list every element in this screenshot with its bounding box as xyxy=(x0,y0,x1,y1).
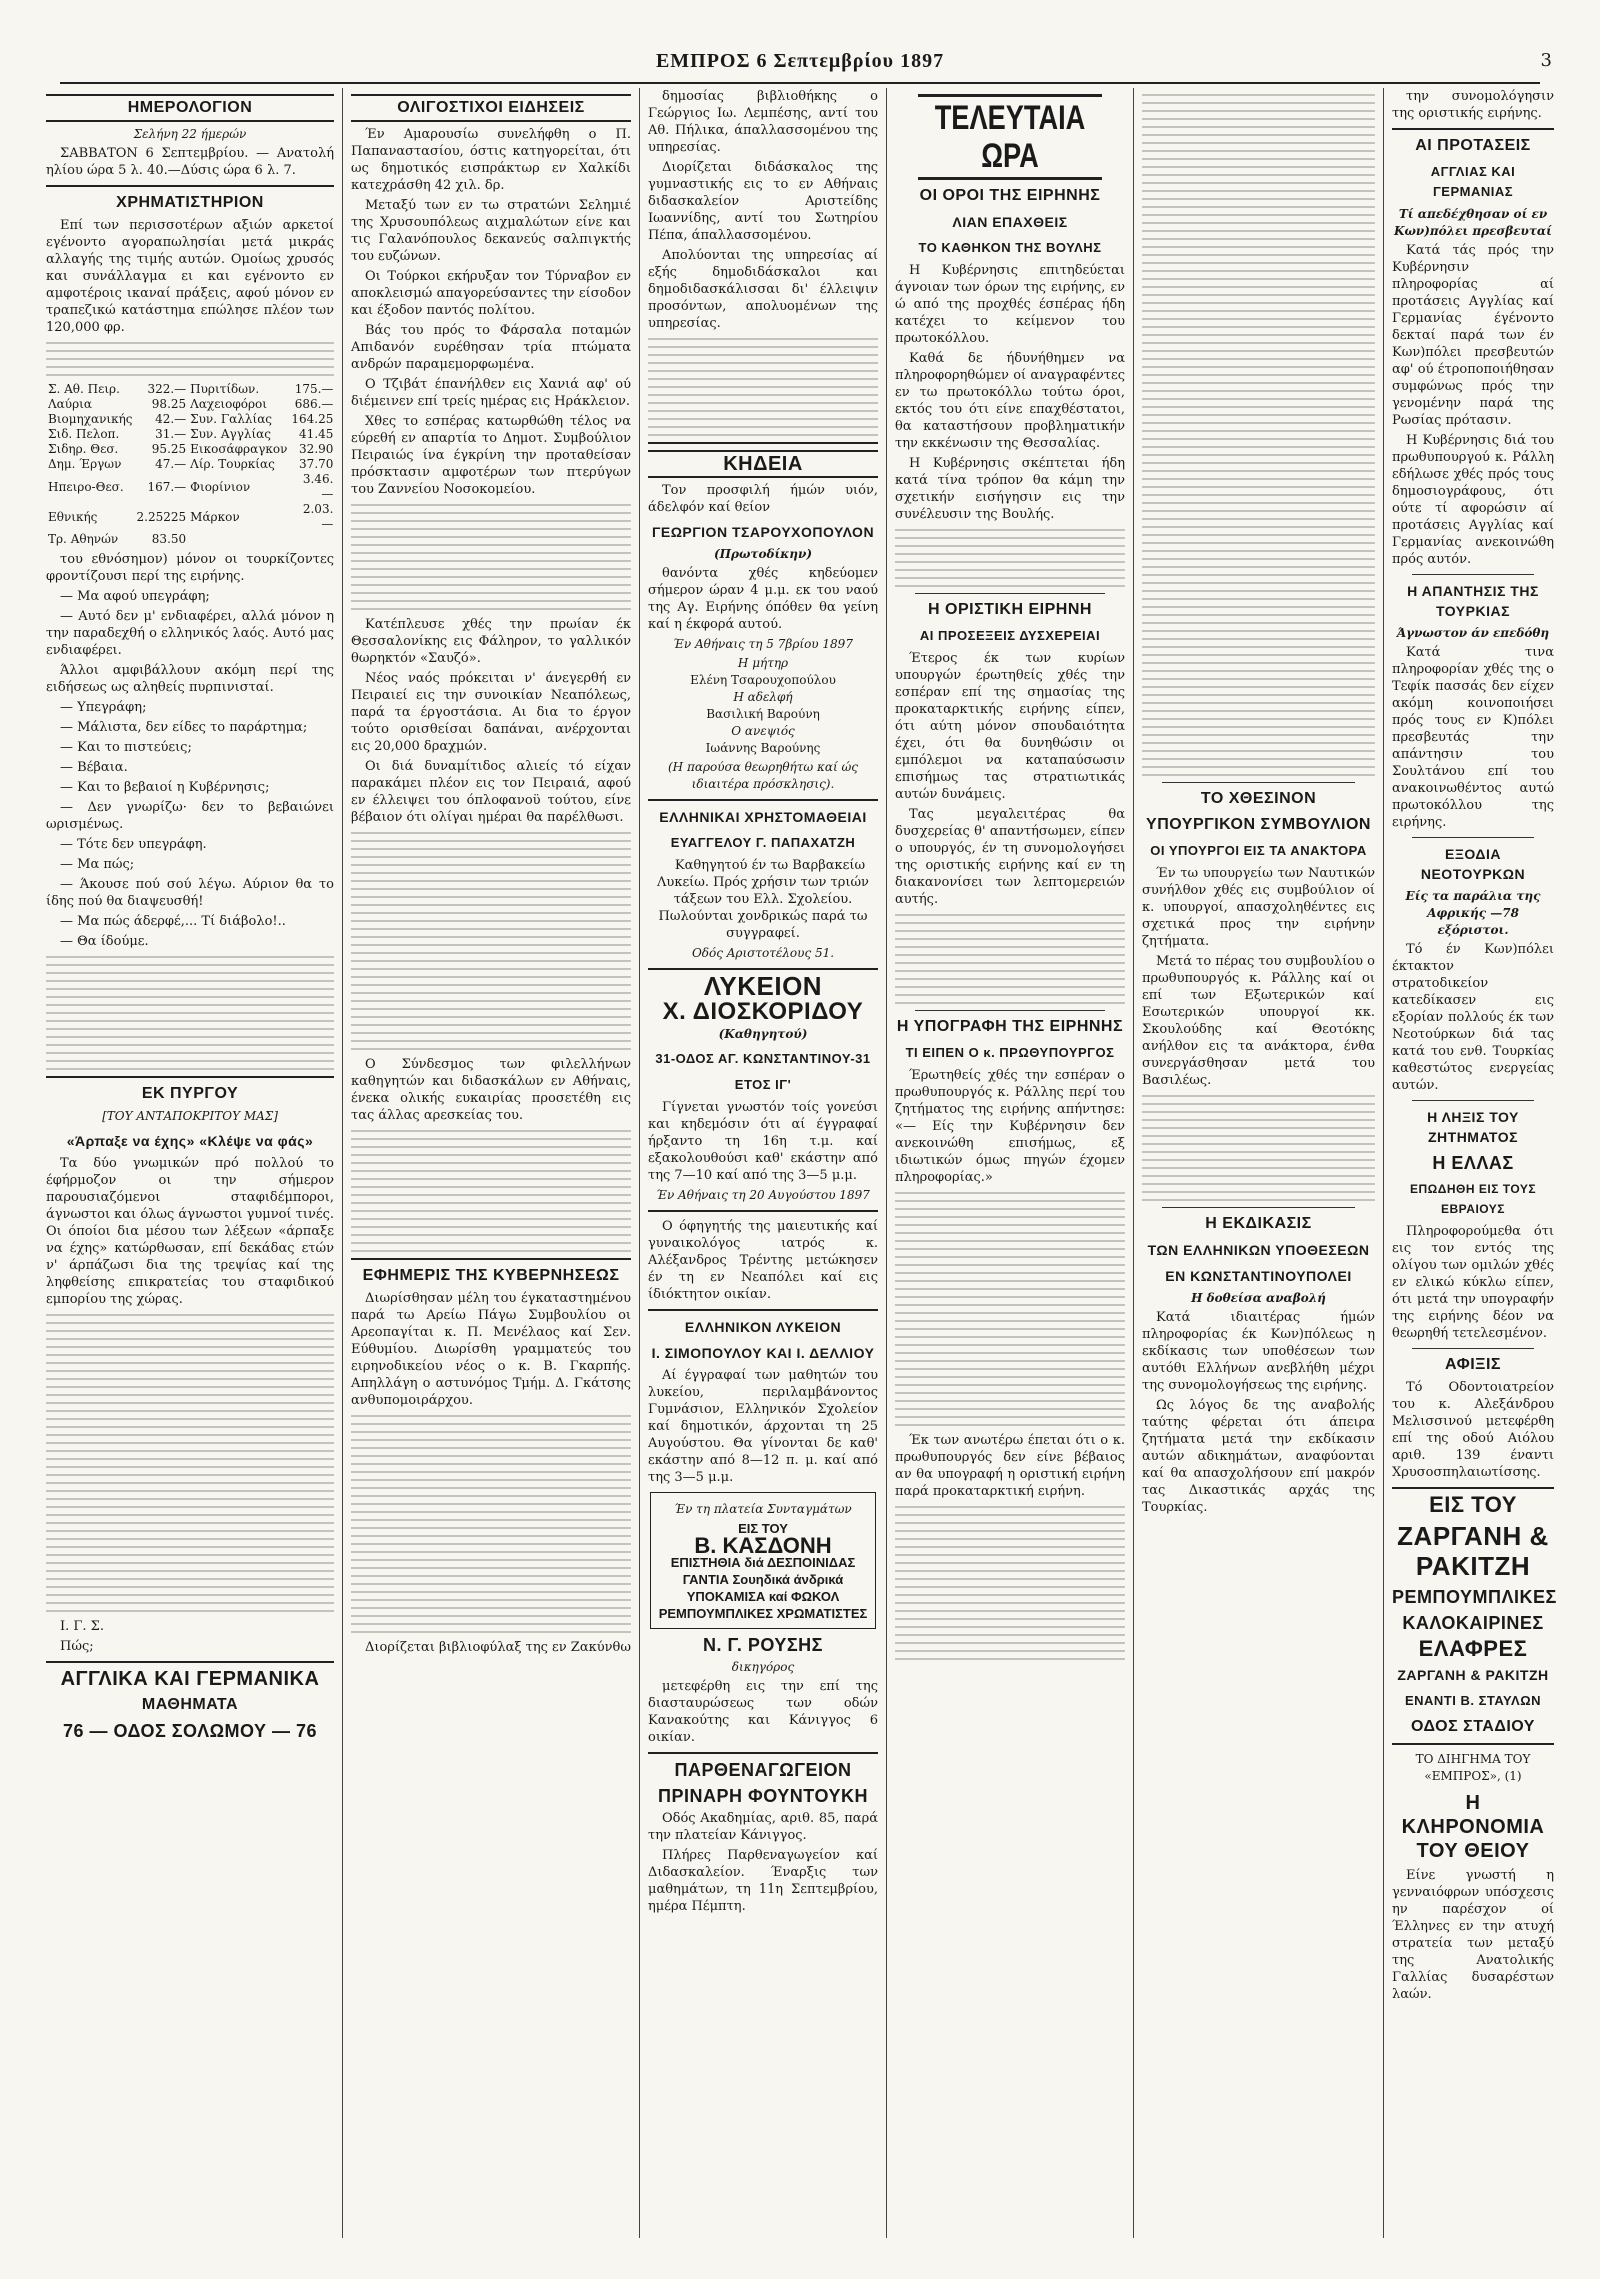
rousis-ad-sub: δικηγόρος xyxy=(731,1660,795,1674)
peace-terms-sub: ΤΟ ΚΑΘΗΚΟΝ ΤΗΣ ΒΟΥΛΗΣ xyxy=(918,240,1102,255)
hat-ad-line: ΚΑΛΟΚΑΙΡΙΝΕΣ xyxy=(1402,1613,1544,1633)
definitive-peace-heading: Η ΟΡΙΣΤΙΚΗ ΕΙΡΗΝΗ xyxy=(928,601,1092,618)
news-item: Κατέπλευσε χθές την πρωίαν έκ Θεσσαλονίκης εις Φάληρον, το γαλλικόν θωρηκτόν «Σαυζό». xyxy=(351,617,631,666)
definitive-peace-text: Έτερος έκ των κυρίων υπουργών έρωτηθείς χθές την εσπέραν επί της σημασίας της προκαταρκτικής ειρήνης είπεν, ότι αύτη μόνον σπουδαιότητα έχει, ότι θα δυνηθώσιν οι εμπόλεμοι να καταπαύσωσιν επισήμως τας στρατιωτικάς αυτών δυνάμεις. xyxy=(895,651,1125,802)
trial-heading: Η ΕΚΔΙΚΑΣΙΣ xyxy=(1205,1215,1312,1232)
cabinet-sub: ΟΙ ΥΠΟΥΡΓΟΙ ΕΙΣ ΤΑ ΑΝΑΚΤΟΡΑ xyxy=(1150,843,1367,858)
gazette-end: Διορίζεται βιβλιοφύλαξ της εν Ζακύνθω xyxy=(365,1640,631,1655)
turkey-answer-heading: Η ΑΠΑΝΤΗΣΙΣ ΤΗΣ ΤΟΥΡΚΙΑΣ xyxy=(1407,583,1539,619)
quote-row xyxy=(46,427,335,442)
dialog-line: — Θα ίδούμε. xyxy=(60,934,149,949)
trial-text: Ως λόγος δε της αναβολής ταύτης φέρεται ότι άπειρα ζητήματα μετά την εκδίκασιν αυτών αδικημάτων, αναφύονται καί θα απασχολήσουν επί μακρόν τας Δικαστικάς αρχάς της Τουρκίας. xyxy=(1142,1398,1375,1515)
news-item: Μεταξύ των εν τω στρατώνι Σελημιέ της Χρυσουπόλεως αιχμαλώτων είνε και τις Γαλανόπουλος δεκανεύς σαλπιγκτής του ευζώνων. xyxy=(351,198,631,264)
quote-value: 175.— xyxy=(294,382,334,396)
quote-row xyxy=(46,502,335,532)
column-divider xyxy=(1383,88,1384,2238)
divider xyxy=(915,593,1105,594)
quote-row xyxy=(46,442,335,457)
dialog-line: — Μάλιστα, δεν είδες το παράρτημα; xyxy=(60,720,308,735)
quote-name: Μάρκον xyxy=(190,509,240,524)
calendar-heading: ΗΜΕΡΟΛΟΓΙΟΝ xyxy=(46,94,334,122)
proposals-text: Κατά τάς πρός την Κυβέρνησιν πληροφορίας αί προτάσεις Αγγλίας καί Γερμανίας έγένοντο δεκταί παρά των έν Κων)πόλει πρεσβευτών αφ' ού έτροποποιήθησαν συμφώνως πρός την γενομένην παρά της Ρωσίας πρότασιν. xyxy=(1392,243,1554,428)
turkey-answer-sub: Άγνωστον άν επεδόθη xyxy=(1396,626,1550,640)
dialog-line: — Μα πώς; xyxy=(60,857,135,872)
col3-text: δημοσίας βιβλιοθήκης ο Γεώργιος Ιω. Λεμπέσης, αντί του Αθ. Πήλικα, άπαλλασσομένου της υπηρεσίας. xyxy=(648,89,878,155)
news-item: Οι διά δυναμίτιδος αλιείς τό είχαν παρακάμει πλέον εις τον Πειραιά, αφού εν έλλειψει του όπλοφανοϋ τούτου, είνε βέβαιον ότι ολίγαι ημέραι θα παρέλθωσι. xyxy=(351,759,631,825)
serial-title: Η ΚΛΗΡΟΝΟΜΙΑ ΤΟΥ ΘΕΙΟΥ xyxy=(1401,1792,1545,1862)
quote-value: 95.25 xyxy=(151,442,187,456)
chrestomathy-ad-address: Οδός Αριστοτέλους 51. xyxy=(691,946,835,960)
kasdonis-ad-line: ΓΑΝΤΙΑ Σουηδικά άνδρικά xyxy=(682,1572,844,1587)
peace-signing-sub: ΤΙ ΕΙΠΕΝ Ο κ. ΠΡΩΘΥΠΟΥΡΓΟΣ xyxy=(905,1045,1115,1060)
notice-heading: ΑΦΙΞΙΣ xyxy=(1444,1356,1502,1373)
brief-news-heading: ΟΛΙΓΟΣΤΙΧΟΙ ΕΙΔΗΣΕΙΣ xyxy=(351,94,631,122)
quote-name: Εικοσάφραγκον xyxy=(190,442,288,456)
quote-name: Συν. Γαλλίας xyxy=(190,412,273,426)
issue-end-text: Πληροφορούμεθα ότι εις τον εντός της ολίγου των ομιλών χθές εν ελικώ κύκλω είπεν, ότι μετά την υπογραφήν της ειρήνης δέον να θεωρηθή τετελεσμένον. xyxy=(1392,1224,1554,1341)
news-item: Ο Τζιβάτ έπανήλθεν εις Χανιά αφ' ού διέμεινεν επί τρείς ημέρας εις Ηράκλειον. xyxy=(351,377,631,409)
exile-sub: Είς τα παράλια της Αφρικής —78 εξόριστοι. xyxy=(1405,889,1541,937)
text-lines xyxy=(351,504,631,610)
text-lines xyxy=(895,529,1125,587)
quote-value: 3.46.— xyxy=(302,472,334,501)
hat-ad-line: ΕΝΑΝΤΙ Β. ΣΤΑΥΛΩΝ xyxy=(1404,1693,1542,1708)
peace-terms-sub: ΛΙΑΝ ΕΠΑΧΘΕΙΣ xyxy=(952,214,1068,230)
serial-label: ΤΟ ΔΙΗΓΗΜΑ ΤΟΥ «ΕΜΠΡΟΣ», (1) xyxy=(1415,1752,1531,1783)
trial-text: Κατά ιδιαιτέρας ήμών πληροφορίας έκ Κων)πόλεως η εκδίκασις των υποθέσεων των αυτόθι Ελλήνων ανεβλήθη μέχρι της συνομολογήσεως της ειρήνης. xyxy=(1142,1310,1375,1393)
column-divider xyxy=(1133,88,1134,2238)
issue-end-heading: Η ΛΗΞΙΣ ΤΟΥ ΖΗΤΗΜΑΤΟΣ xyxy=(1427,1109,1519,1145)
quote-value: 164.25 xyxy=(291,412,334,426)
proposals-sub: Τί απεδέχθησαν οί εν Κων)πόλει πρεσβευταί xyxy=(1394,207,1552,238)
funeral-text: θανόντα χθές κηδεύομεν σήμερον ώραν 4 μ.μ. εκ του ναού της Αγ. Ειρήνης όπόθεν θα γείνη καί η έκφορά αυτού. xyxy=(648,566,878,632)
family-member: Βασιλική Βαρούνη xyxy=(706,707,820,721)
stock-exchange-text: Επί των περισσοτέρων αξιών αρκετοί εγένοντο αγοραπωλησίαι μετά μικράς αλλαγής της τιμής αυτών. Ομοίως χρυσός και συνάλλαγμα ει και εγένοντο εν αμφοτέροις ικαναί πράξεις, αφού μόνον εν τραπεζικώ κατάστημα επώλησε πλέον των 120,000 φρ. xyxy=(46,218,334,335)
stock-exchange-heading: ΧΡΗΜΑΤΙΣΤΗΡΙΟΝ xyxy=(116,194,264,211)
proposals-heading-2: ΑΓΓΛΙΑΣ ΚΑΙ ΓΕΡΜΑΝΙΑΣ xyxy=(1430,164,1516,199)
dialog-line: — Και το πιστεύεις; xyxy=(60,740,192,755)
dialog-line: — Μα αφού υπεγράφη; xyxy=(60,589,210,604)
quote-name: Λαχειοφόροι xyxy=(190,397,267,411)
page-number: 3 xyxy=(1540,50,1552,71)
quote-name: Σ. Αθ. Πειρ. xyxy=(48,382,120,396)
calendar-moon: Σελήνη 22 ήμερών xyxy=(133,127,247,141)
news-item: Βάς του πρός το Φάρσαλα ποταμών Απιδανόν ευρέθησαν τρία πτώματα ανδρών παραμεμορφωμένα. xyxy=(351,323,631,372)
column-1 xyxy=(40,88,340,2238)
tower-heading: ΕΚ ΠΥΡΓΟΥ xyxy=(141,1085,239,1102)
column-2 xyxy=(345,88,637,2238)
lessons-ad-subtitle: ΜΑΘΗΜΑΤΑ xyxy=(141,1696,239,1713)
quote-name: Λίρ. Τουρκίας xyxy=(190,457,275,471)
divider xyxy=(351,1258,631,1260)
quote-name: Πυριτίδων. xyxy=(190,382,260,396)
stock-quotes-table xyxy=(46,382,335,547)
column-3 xyxy=(642,88,884,2238)
notice-text: Τό Οδοντοιατρείον του κ. Αλεξάνδρου Μελισσινού μετεφέρθη επί της οδού Αιόλου αριθ. 139 έναντι Χρυσοσπηλαιωτίσσης. xyxy=(1392,1380,1554,1480)
proposals-text: Η Κυβέρνησις διά του πρωθυπουργού κ. Ράλλη εδήλωσε χθές πρός τους δημοσιογράφους, ότι ούτε τί αφορώσιν αί προτάσεις Αγγλίας καί Γερμανίας ανεκοινώθη πρός αυτόν. xyxy=(1392,433,1554,567)
text-lines xyxy=(46,956,334,1070)
peace-signing-text: Έκ των ανωτέρω έπεται ότι ο κ. πρωθυπουργός δεν είνε βέβαιος αν θα υπογραφή η οριστική ειρήνη παρά προκαταρκτική ειρήνη. xyxy=(895,1433,1125,1499)
quote-value: 47.— xyxy=(155,457,187,471)
hat-ad-line: ΟΔΟΣ ΣΤΑΔΙΟΥ xyxy=(1411,1718,1535,1735)
masthead-rule xyxy=(60,82,1540,84)
quote-name: Εθνικής xyxy=(48,509,98,524)
cabinet-text: Μετά το πέρας του συμβουλίου ο πρωθυπουργός κ. Ράλλης καί οι επί των Εξωτερικών καί Εσωτερικών υπουργοί κκ. Σκουλούδης καί Θεοτόκης ανήλθον εις τα ανάκτορα, ένθα συνεργάσθησαν μετά του Βασιλέως. xyxy=(1142,954,1375,1088)
proposals-heading: ΑΙ ΠΡΟΤΑΣΕΙΣ xyxy=(1415,137,1531,154)
lessons-ad-title: ΑΓΓΛΙΚΑ ΚΑΙ ΓΕΡΜΑΝΙΚΑ xyxy=(60,1668,320,1690)
calendar-date: ΣΑΒΒΑΤΟΝ 6 Σεπτεμβρίου. — Ανατολή ηλίου ώρα 5 λ. 40.—Δύσις ώρα 6 λ. 7. xyxy=(46,146,334,178)
dialog-line: — Υπεγράφη; xyxy=(60,700,147,715)
girls-school-text: Πλήρες Παρθεναγωγείον καί Διδασκαλείον. Έναρξις των μαθημάτων, τη 11η Σεπτεμβρίου, ημέρα Πέμπτη. xyxy=(648,1848,878,1914)
cabinet-heading: ΤΟ ΧΘΕΣΙΝΟΝ xyxy=(1200,790,1317,807)
peace-terms-heading: ΟΙ ΟΡΟΙ ΤΗΣ ΕΙΡΗΝΗΣ xyxy=(919,187,1101,204)
column-divider xyxy=(342,88,343,2238)
news-item: Χθες το εσπέρας κατωρθώθη τέλος να εύρεθή εν απαρτία το Δημοτ. Συμβούλιον Πειραιώς ίνα έγκρίνη την προταθείσαν πρόσκτασιν αμφοτέρων των πτερύγων του Ζαννείου Νοσοκομείου. xyxy=(351,414,631,497)
text-lines xyxy=(1142,1095,1375,1201)
divider xyxy=(915,1010,1105,1011)
chrestomathy-ad-title: ΕΛΛΗΝΙΚΑΙ ΧΡΗΣΤΟΜΑΘΕΙΑΙ xyxy=(659,809,867,825)
quote-value: 83.50 xyxy=(151,532,187,546)
funeral-heading: ΚΗΔΕΙΑ xyxy=(648,450,878,478)
quote-name: Δημ. Έργων xyxy=(48,457,122,471)
hat-ad-line: ΡΕΜΠΟΥΜΠΛΙΚΕΣ xyxy=(1392,1587,1557,1607)
quote-name: Συν. Αγγλίας xyxy=(190,427,272,441)
kasdonis-ad-pre: Έν τη πλατεία Συνταγμάτων xyxy=(674,1502,852,1516)
dialog-line: — Και το βεβαιοί η Κυβέρνησις; xyxy=(60,780,270,795)
lyceum-ad-title: ΛΥΚΕΙΟΝ xyxy=(703,971,823,1001)
family-member: Ιωάννης Βαρούνης xyxy=(705,741,821,755)
turkey-answer-text: Κατά τινα πληροφορίαν χθές της ο Τεφίκ πασσάς δεν είχεν ακόμη κοινοποιήσει πρός τους εν Κ)πόλει πρεσβευτάς την απάντησιν του Σουλτάνου επί του ανακοινωθέντος αυτώ πρωτοκόλλου της ειρήνης. xyxy=(1392,645,1554,830)
quote-value: 322.— xyxy=(147,382,187,396)
kasdonis-ad-eis: ΕΙΣ ΤΟΥ xyxy=(738,1521,788,1536)
text-lines xyxy=(351,1130,631,1252)
chrestomathy-ad-author: ΕΥΑΓΓΕΛΟΥ Γ. ΠΑΠΑΧΑΤΖΗ xyxy=(670,835,856,850)
kasdonis-ad-name: Β. ΚΑΣΔΟΝΗ xyxy=(694,1533,832,1558)
masthead xyxy=(40,44,1560,80)
text-lines xyxy=(46,342,334,376)
family-member: Η μήτηρ xyxy=(737,656,789,670)
cabinet-text: Έν τω υπουργείω των Ναυτικών συνήλθον χθές εις συμβούλιον οί κ. υπουργοί, απασχοληθέντες εις σχετικά προς την ειρήνην ζητήματα. xyxy=(1142,866,1375,949)
divider xyxy=(46,1076,334,1078)
trial-heading-2: ΤΩΝ ΕΛΛΗΝΙΚΩΝ ΥΠΟΘΕΣΕΩΝ xyxy=(1147,1242,1370,1258)
peace-terms-text: Η Κυβέρνησις σκέπτεται ήδη κατά τίνα τρόπον θα κάμη την σχετικήν εισήγησιν εις την συνέλευσιν της Βουλής. xyxy=(895,456,1125,522)
quote-value: 41.45 xyxy=(299,427,334,441)
serial-text: Είνε γνωστή η γενναιόφρων υπόσχεσις ην παρέσχον οί Έλληνες εν την ατυχή στρατεία των μεταξύ της Ανατολικής Γαλλίας δυσαρέστων λαών. xyxy=(1392,1868,1554,2002)
quote-value: 31.— xyxy=(155,427,187,441)
cabinet-heading-2: ΥΠΟΥΡΓΙΚΟΝ ΣΥΜΒΟΥΛΙΟΝ xyxy=(1146,816,1371,833)
quote-row xyxy=(46,397,335,412)
news-item: Οι Τούρκοι εκήρυξαν τον Τύρναβον εν αποκλεισμώ απαγορεύσαντες την είσοδον και έξοδον παντός πολίτου. xyxy=(351,269,631,318)
divider xyxy=(648,442,878,444)
tower-end: Πώς; xyxy=(60,1639,94,1654)
definitive-peace-sub: ΑΙ ΠΡΟΣΕΞΕΙΣ ΔΥΣΧΕΡΕΙΑΙ xyxy=(919,628,1101,643)
girls-school-address: Οδός Ακαδημίας, αριθ. 85, παρά την πλατείαν Κάνιγγος. xyxy=(648,1811,878,1843)
divider xyxy=(648,1210,878,1212)
divider xyxy=(648,799,878,801)
news-item: Νέος ναός πρόκειται ν' άνεγερθή εν Πειραιεί εις την συνοικίαν Νεαπόλεως, παρά τα έργοστάσια. Αι δια το έργον τούτο ορισθείσαι δαπάναι, ανέρχονται εις 20,000 δραχμών. xyxy=(351,671,631,754)
text-lines xyxy=(351,832,631,1050)
jews-heading: ΕΠΩΔΗΘΗ ΕΙΣ ΤΟΥΣ ΕΒΡΑΙΟΥΣ xyxy=(1409,1182,1537,1216)
hellenic-lyceum-name: Ι. ΣΙΜΟΠΟΥΛΟΥ ΚΑΙ Ι. ΔΕΛΛΙΟΥ xyxy=(651,1345,875,1361)
hellenic-lyceum-title: ΕΛΛΗΝΙΚΟΝ ΛΥΚΕΙΟΝ xyxy=(684,1319,842,1335)
peace-signing-heading: Η ΥΠΟΓΡΑΦΗ ΤΗΣ ΕΙΡΗΝΗΣ xyxy=(896,1018,1124,1035)
dialog-line: — Δεν γνωρίζω· δεν το βεβαιώνει ωρισμένως. xyxy=(46,800,334,832)
lyceum-ad-sub: (Καθηγητού) xyxy=(718,1027,808,1041)
col3-text: Απολύονται της υπηρεσίας αί εξής δημοδιδάσκαλοι και δημοδιδασκάλισσαι δι' έλλειψιν προσόντων, απολυομένων της υπηρεσίας. xyxy=(648,248,878,331)
text-lines xyxy=(46,1314,334,1612)
quote-value xyxy=(289,532,335,547)
girls-school-title: ΠΑΡΘΕΝΑΓΩΓΕΙΟΝ xyxy=(674,1760,852,1780)
divider xyxy=(46,185,334,187)
text-lines xyxy=(895,914,1125,1004)
column-divider xyxy=(639,88,640,2238)
column-5 xyxy=(1136,88,1381,2238)
col6-text: την συνομολόγησιν της οριστικής ειρήνης. xyxy=(1392,89,1554,121)
divider xyxy=(1162,1207,1355,1208)
lyceum-ad-year: ΕΤΟΣ ΙΓ' xyxy=(734,1077,792,1092)
divider xyxy=(1412,574,1534,575)
quote-name: Λαύρια xyxy=(48,397,92,411)
gazette-text: Διωρίσθησαν μέλη του έγκαταστημένου παρά τω Αρείω Πάγω Συμβουλίου οι Αρεοπαγίται κ. Π. Μενέλαος καί Σεν. Εύθυμίου. Διωρίσθη γραμματεύς του ειρηνοδικείου νέος ο κ. Β. Γκαρπής. Απηλλάγη ο αστυνόμος Τμήμ. Δ. Γκάτσης ανθυπομοιράρχου. xyxy=(351,1291,631,1408)
quote-value: 42.— xyxy=(155,412,187,426)
lyceum-ad-name: Χ. ΔΙΟΣΚΟΡΙΔΟΥ xyxy=(662,998,864,1025)
chrestomathy-ad-text: Καθηγητού έν τω Βαρβακείω Λυκείω. Πρός χρήσιν των τριών τάξεων του Ελλ. Σχολείου. Πωλούνται χονδρικώς παρά τω συγγραφεί. xyxy=(657,858,869,941)
stock-exchange-text-2: του εθνόσημον) μόνον οι τουρκίζοντες φροντίζουσι περί της ειρήνης. xyxy=(46,552,334,584)
column-divider xyxy=(886,88,887,2238)
hellenic-lyceum-text: Αί έγγραφαί των μαθητών του λυκείου, περιλαμβάνοντος Γυμνάσιον, Ελληνικόν Σχολείον καί δημοτικόν, άρχονται τη 25 Αυγούστου. Θα γίνονται δε καθ' εκάστην από 8—12 π. μ. καί από της 3—5 μ.μ. xyxy=(648,1368,878,1485)
text-lines xyxy=(895,1506,1125,1660)
text-lines xyxy=(648,338,878,436)
exile-text: Τό έν Κων)πόλει έκτακτον στρατοδικείον κατεδίκασεν εις εξορίαν πολλούς έκ των Νεοτούρκων διά τας κατά του ενθ. Τουρκίας καθεστώτος ενεργείας αυτών. xyxy=(1392,942,1554,1093)
quote-value: 2.25225 xyxy=(136,509,187,524)
rousis-ad-name: Ν. Γ. ΡΟΥΣΗΣ xyxy=(703,1635,823,1655)
dialog-line: — Άκουσε πού σού λέγω. Αύριον θα το ίδης πού θα διαψευσθή! xyxy=(46,877,334,909)
rousis-ad-text: μετεφέρθη εις την επί της διασταυρώσεως των οδών Κανακούτης και Κάνιγγος 6 οικίαν. xyxy=(648,1679,878,1745)
kasdonis-ad xyxy=(650,1492,876,1629)
trial-sub: Η δοθείσα αναβολή xyxy=(1191,1291,1326,1305)
news-item: Έν Αμαρουσίω συνελήφθη ο Π. Παπαναστασίου, όστις κατηγορείται, ότι ως δημοτικός εισπράκτωρ εν Χαλκίδι κατεχράσθη 42 χιλ. δρ. xyxy=(351,127,631,193)
quote-value: 686.— xyxy=(294,397,334,411)
trial-heading-3: ΕΝ ΚΩΝΣΤΑΝΤΙΝΟΥΠΟΛΕΙ xyxy=(1165,1268,1352,1284)
lyceum-ad-address: 31-ΟΔΟΣ ΑΓ. ΚΩΝΣΤΑΝΤΙΝΟΥ-31 xyxy=(655,1051,871,1066)
divider xyxy=(648,1752,878,1754)
quote-name xyxy=(188,532,289,547)
tower-signature: Ι. Γ. Σ. xyxy=(60,1619,105,1634)
quote-row xyxy=(46,472,335,502)
last-hour-heading: ΤΕΛΕΥΤΑΙΑ ΩΡΑ xyxy=(918,94,1102,180)
dialog-line: — Τότε δεν υπεγράφη. xyxy=(60,837,207,852)
divider xyxy=(1392,128,1554,130)
family-member: Ελένη Τσαρουχοπούλου xyxy=(690,673,836,687)
divider xyxy=(1162,782,1355,783)
quote-value: 2.03.— xyxy=(302,502,334,531)
funeral-note: (Η παρούσα θεωρηθήτω καί ώς ιδιαιτέρα πρόσκλησις). xyxy=(668,760,858,791)
newspaper-title: ΕΜΠΡΟΣ 6 Σεπτεμβρίου 1897 xyxy=(655,50,945,72)
divider xyxy=(648,1309,878,1311)
kasdonis-ad-line: ΡΕΜΠΟΥΜΠΛΙΚΕΣ ΧΡΩΜΑΤΙΣΤΕΣ xyxy=(658,1606,868,1621)
exile-heading: ΕΞΟΔΙΑ ΝΕΟΤΟΥΡΚΩΝ xyxy=(1420,846,1526,882)
greece-heading: Η ΕΛΛΑΣ xyxy=(1432,1153,1514,1173)
dialog-line: — Αυτό δεν μ' ενδιαφέρει, αλλά μόνον η την παραδεχθή ο ελληνικός λαός. Αυτό μας ενδιαφέρει. xyxy=(46,609,334,658)
dialog-block xyxy=(46,588,334,950)
tower-subheading: [ΤΟΥ ΑΝΤΑΠΟΚΡΙΤΟΥ ΜΑΣ] xyxy=(102,1109,278,1123)
column-6 xyxy=(1386,88,1560,2238)
kasdonis-ad-line: ΥΠΟΚΑΜΙΣΑ καί ΦΩΚΟΛ xyxy=(686,1589,840,1604)
kasdonis-ad-line: ΕΠΙΣΤΗΘΙΑ διά ΔΕΣΠΟΙΝΙΔΑΣ xyxy=(670,1555,856,1570)
quote-name: Σιδ. Πελοπ. xyxy=(48,427,120,441)
tower-text: Τα δύο γνωμικών πρό πολλού το έφήρμοζον οι την σήμερον παρουσιαζόμενοι σταφιδέμποροι, άγνωστοι και όλως άγνωστοι γυμνοί τινές. Οι όποίοι δια μέσου των λέξεων «άρπαξε να έχης» κατώρθωσαν, επί δεκάδας ετών ν' άρπάζωσι δια της τρεψίας καί της ληφθείσης επικρατείας του σταφιδικού εμπορίου της χώρας. xyxy=(46,1156,334,1307)
family-member: Ο ανεψιός xyxy=(731,724,795,738)
quote-name: Ηπειρο-Θεσ. xyxy=(48,479,124,494)
text-lines xyxy=(351,1415,631,1633)
divider xyxy=(1392,1743,1554,1745)
column-4 xyxy=(889,88,1131,2238)
hat-ad-line: ΖΑΡΓΑΝΗ & ΡΑΚΙΤΖΗ xyxy=(1397,1667,1549,1683)
doctor-notice: Ο όφηγητής της μαιευτικής καί γυναικολόγος ιατρός κ. Αλέξανδρος Τρέντης μετώκησεν έν τη εν Νεαπόλει καί εις ίδιόκτητον οικίαν. xyxy=(648,1219,878,1302)
quote-value: 37.70 xyxy=(299,457,334,471)
quote-name: Βιομηχανικής xyxy=(48,412,133,426)
news-item: Ο Σύνδεσμος των φιλελλήνων καθηγητών και διδασκάλων εν Αθήναις, ένεκα ολικής ευκαιρίας προσετέθη εις τας άλλας αρεσκείας του. xyxy=(351,1057,631,1123)
divider xyxy=(648,968,878,970)
divider xyxy=(1392,1487,1554,1489)
funeral-name: ΓΕΩΡΓΙΟΝ ΤΣΑΡΟΥΧΟΠΟΥΛΟΝ xyxy=(651,524,875,540)
quote-value: 167.— xyxy=(147,479,187,494)
divider xyxy=(1412,837,1534,838)
dialog-line: — Μα πώς άδερφέ,... Τί διάβολο!.. xyxy=(60,914,286,929)
divider xyxy=(1412,1348,1534,1349)
definitive-peace-text: Τας μεγαλειτέρας θα δυσχερείας θ' απαντήσωμεν, είπεν ο υπουργός, έν τη συνομολογήσει της οριστικής ειρήνης καί εν τη διακανονίσει των λεπτομερειών αυτής. xyxy=(895,807,1125,907)
text-lines xyxy=(1142,94,1375,776)
quote-name: Σιδηρ. Θεσ. xyxy=(48,442,119,456)
text-lines xyxy=(895,1192,1125,1426)
funeral-family xyxy=(648,655,878,757)
peace-terms-text: Η Κυβέρνησις επιτηδεύεται άγνοιαν των όρων της ειρήνης, εν ώ από της προχθές έσπέρας ήδη κατέχει το κείμενον του πρωτοκόλλου. xyxy=(895,263,1125,346)
lessons-ad-address: 76 — ΟΔΟΣ ΣΟΛΩΜΟΥ — 76 xyxy=(62,1721,318,1741)
funeral-date: Έν Αθήναις τη 5 7βρίου 1897 xyxy=(673,637,853,651)
lyceum-ad-text: Γίγνεται γνωστόν τοίς γονεύσι και κηδεμόσιν ότι αί έγγραφαί ήρξαντο τη 16η τ.μ. καί εξακολουθούσι καθ' εκάστην από της 7—10 καί από της 3—5 μ.μ. xyxy=(648,1100,878,1183)
family-member: Η αδελφή xyxy=(733,690,793,704)
girls-school-name: ΠΡΙΝΑΡΗ ΦΟΥΝΤΟΥΚΗ xyxy=(658,1786,868,1806)
dialog-line: — Βέβαια. xyxy=(60,760,128,775)
divider xyxy=(1412,1100,1534,1101)
quote-name: Φιορίνιον xyxy=(190,479,251,494)
funeral-text: Τον προσφιλή ήμών υιόν, άδελφόν καί θείον xyxy=(648,483,878,515)
divider xyxy=(46,1661,334,1663)
gazette-heading: ΕΦΗΜΕΡΙΣ ΤΗΣ ΚΥΒΕΡΝΗΣΕΩΣ xyxy=(362,1267,620,1284)
quote-name: Τρ. Αθηνών xyxy=(48,532,119,546)
peace-terms-text: Καθά δε ήδυνήθημεν να πληροφορηθώμεν οί αναγραφέντες εν τω πρωτοκόλλω τούτω όροι, εκτός του ότι είνε επαχθέστατοι, θα καταστήσουν προβληματικήν την εκκένωσιν της Θεσσαλίας. xyxy=(895,351,1125,451)
quote-row xyxy=(46,457,335,472)
quote-value: 32.90 xyxy=(299,442,334,456)
quote-row xyxy=(46,382,335,397)
hat-ad-line: ΕΛΑΦΡΕΣ xyxy=(1418,1636,1528,1661)
lyceum-ad-date: Έν Αθήναις τη 20 Αυγούστου 1897 xyxy=(656,1188,870,1202)
hat-ad-eis: ΕΙΣ ΤΟΥ xyxy=(1429,1492,1517,1517)
peace-signing-text: Έρωτηθείς χθές την εσπέραν ο πρωθυπουργός κ. Ράλλης περί του ζητήματος της ειρήνης απήντησε: «— Είς την Κυβέρνησιν δεν ανεκοινώθη επισήμως, εξ ιδιωτικών όμως πηγών έχομεν πληροφορίας.» xyxy=(895,1068,1125,1185)
funeral-title: (Πρωτοδίκην) xyxy=(713,547,813,561)
quote-row xyxy=(46,412,335,427)
tower-motto: «Άρπαξε να έχης» «Κλέψε να φάς» xyxy=(66,1133,314,1149)
col3-text: Διορίζεται διδάσκαλος της γυμναστικής εις το εν Αθήναις διδασκαλείον Αριστείδης Ιωαννίδης, αντί του Σωτηρίου Πέπα, άπαλλασσομένου. xyxy=(648,160,878,243)
quote-row xyxy=(46,532,335,547)
quote-value: 98.25 xyxy=(151,397,187,411)
dialog-line: Άλλοι αμφιβάλλουν ακόμη περί της ειδήσεως ως αληθείς πυρπινισταί. xyxy=(46,663,334,695)
hat-ad-name: ΖΑΡΓΑΝΗ & ΡΑΚΙΤΖΗ xyxy=(1397,1521,1549,1581)
